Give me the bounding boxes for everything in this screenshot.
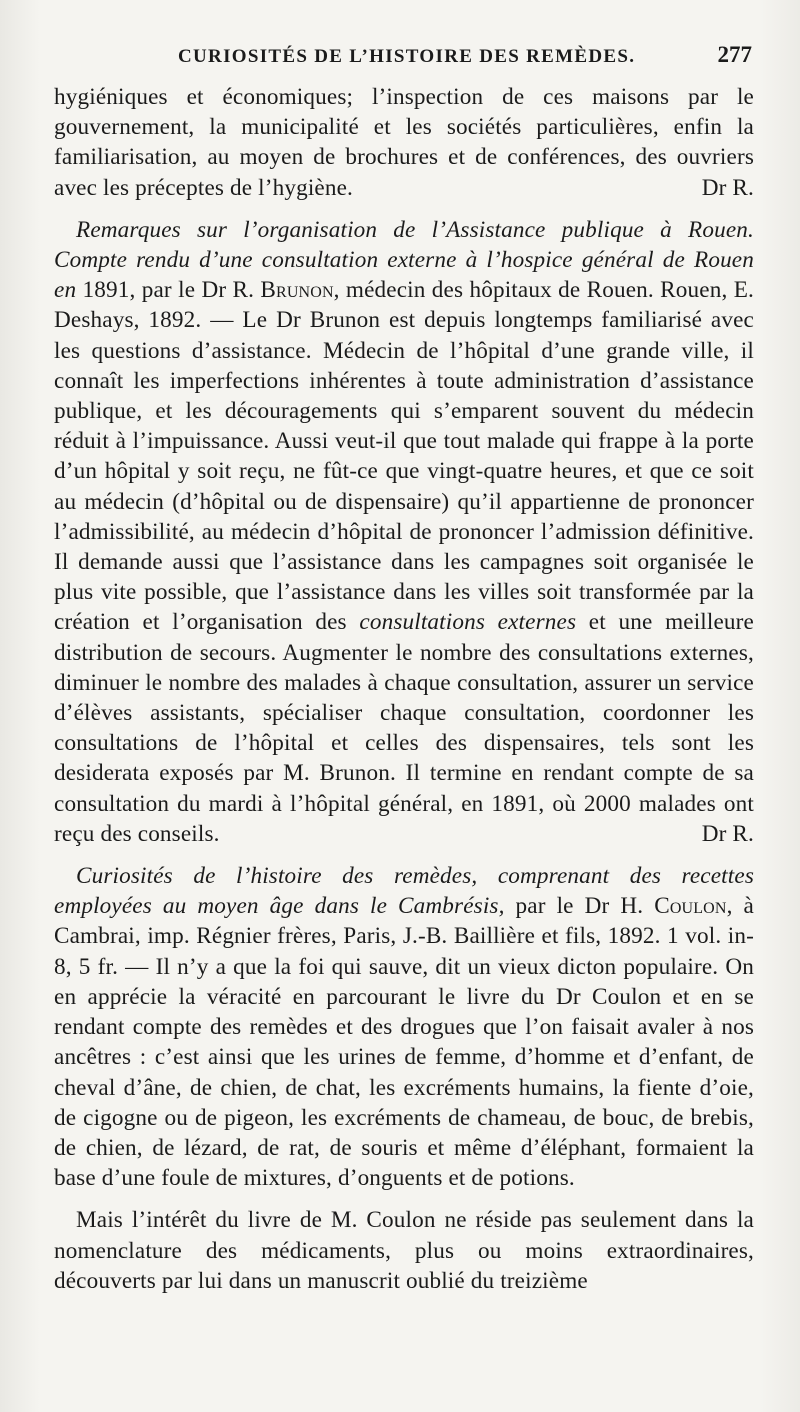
paragraph-coulon-continuation xyxy=(54,1205,754,1296)
review-author: Coulon xyxy=(654,893,727,920)
review-publication-text: par le Dr H. xyxy=(515,893,644,920)
signature: Dr R. xyxy=(701,174,754,201)
signature: Dr R. xyxy=(701,820,754,847)
running-head xyxy=(54,36,754,76)
review-body-text: , médecin des hôpitaux de Rouen. Rouen, E. Deshays, 1892. — Le Dr Brunon est depuis longtemps familiarisé avec les questions d’assistance. Médecin de l’hôpital d’une grande ville, il connaît les imperfections inhérentes à toute administration d’assistance publique, et les découragements qui s’emparent souvent du médecin réduit à l’impuissance. Aussi veut-il que tout malade qui frappe à la porte d’un hôpital y soit reçu, ne fût-ce que vingt-quatre heures, et que ce soit au médecin (d’hôpital ou de dispensaire) qu’il appartienne de prononcer l’admissibilité, au médecin d’hôpital de prononcer l’admission définitive. Il demande aussi que l’assistance dans les campagnes soit organisée le plus vite possible, que l’assistance dans les villes soit transformée par la création et l’organisation des xyxy=(54,277,754,636)
running-title: CURIOSITÉS DE L’HISTOIRE DES REMÈDES. xyxy=(178,46,636,67)
review-body-text: , à Cambrai, imp. Régnier frères, Paris, J.-B. Baillière et fils, 1892. 1 vol. in-8, 5 fr. — Il n’y a que la foi qui sauve, dit un vieux dicton populaire. On en apprécie la véracité en parcourant le livre du Dr Coulon et en se rendant compte des remèdes et des drogues que l’on faisait avaler à nos ancêtres : c’est ainsi que les urines de femme, d’homme et d’enfant, de cheval d’âne, de chien, de chat, les excréments humains, la fiente d’oie, de cigogne ou de pigeon, les excréments de chameau, de bouc, de brebis, de chien, de lézard, de rat, de souris et même d’éléphant, formaient la base d’une foule de mixtures, d’onguents et de potions. xyxy=(54,893,754,1192)
review-publication-text: 1891, par le Dr R. xyxy=(82,277,255,304)
paragraph-brunon-review xyxy=(54,215,754,849)
page-body xyxy=(54,82,754,1296)
review-body-continuation: et une meilleure distribution de secours. Augmenter le nombre des consultations externes, diminuer le nombre des malades à chaque consultation, assurer un service d’élèves assistants, spécialiser chaque consultation, coordonner les consultations de l’hôpital et celles des dispensaires, tels sont les desiderata exposés par M. Brunon. Il termine en rendant compte de sa consultation du mardi à l’hôpital général, en 1891, où 2000 malades ont reçu des conseils. xyxy=(54,609,754,847)
review-title: Remarques sur l’organisation de l’Assistance publique à Rouen. Compte rendu d’une consultation externe à l’hospice général de Rouen en xyxy=(54,216,754,304)
paragraph-text: hygiéniques et économiques; l’inspection de ces maisons par le gouvernement, la municipalité et les sociétés particulières, enfin la familiarisation, au moyen de brochures et de conférences, des ouvriers avec les préceptes de l’hygiène. xyxy=(54,84,754,201)
page-number: 277 xyxy=(717,42,752,67)
emphasized-phrase: consultations externes xyxy=(359,609,577,636)
paragraph-text: Mais l’intérêt du livre de M. Coulon ne réside pas seulement dans la nomenclature des médicaments, plus ou moins extraordinaires, découverts par lui dans un manuscrit oublié du treizième xyxy=(54,1207,754,1294)
paragraph-hygiene xyxy=(54,82,754,203)
review-title: Curiosités de l’histoire des remèdes, comprenant des recettes employées au moyen âge dans le Cambrésis, xyxy=(54,863,754,920)
review-author: Brunon xyxy=(260,277,334,304)
paragraph-coulon-review xyxy=(54,861,754,1193)
